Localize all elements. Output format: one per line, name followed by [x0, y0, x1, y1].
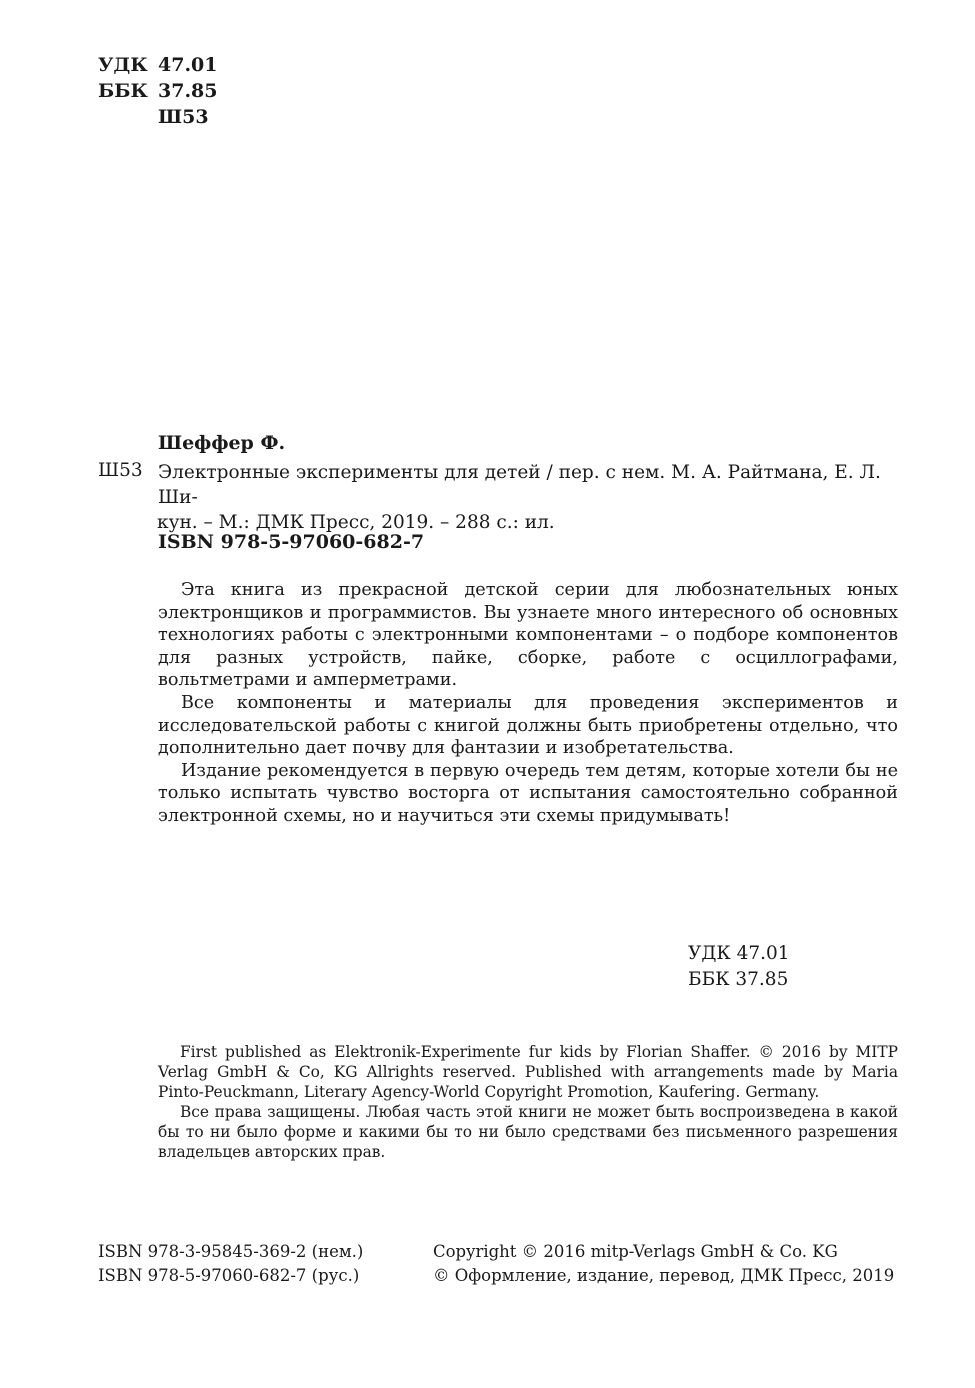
- udk-value: 47.01: [158, 54, 218, 76]
- bbk-label: ББК: [98, 80, 148, 102]
- author-mark-top: Ш53: [158, 106, 209, 128]
- author-name: Шеффер Ф.: [158, 432, 286, 454]
- author-mark: Ш53: [98, 460, 143, 481]
- legal-notice: [158, 1042, 898, 1162]
- bbk-bottom: ББК 37.85: [688, 969, 789, 990]
- annotation-paragraph: Издание рекомендуется в первую очередь тем детям, которые хотели бы не только испытать чувство восторга от испытания самостоятельно собранной электронной схемы, но и научиться эти схемы придумывать!: [158, 760, 898, 826]
- legal-paragraph: Все права защищены. Любая часть этой книги не может быть воспроизведена в какой бы то ни было форме и какими бы то ни было средствами без письменного разрешения владельцев авторских прав.: [158, 1103, 898, 1161]
- bbk-value: 37.85: [158, 80, 218, 102]
- annotation-paragraph: Эта книга из прекрасной детской серии для любознательных юных электронщиков и программистов. Вы узнаете много интересного об основных технологиях работы с электронными компонентами – о подборе компонентов для разных устройств, пайке, сборке, работе с осциллографами, вольтметрами и амперметрами.: [158, 580, 898, 691]
- isbn-german: ISBN 978-3-95845-369-2 (нем.): [98, 1242, 364, 1261]
- isbn-russian: ISBN 978-5-97060-682-7 (рус.): [98, 1266, 360, 1285]
- bib-line-2: кун. – М.: ДМК Пресс, 2019. – 288 с.: ил.: [157, 512, 555, 533]
- bib-line-1: Электронные эксперименты для детей / пер. с нем. М. А. Райтмана, Е. Л. Ши-: [158, 462, 881, 508]
- legal-paragraph: First published as Elektronik-Experimente fur kids by Florian Shaffer. © 2016 by MITP Verlag GmbH & Co, KG Allrights reserved. Published with arrangements made by Maria Pinto-Peuckmann, Literary Agency-World Copyright Promotion, Kaufering. Germany.: [158, 1043, 898, 1101]
- classification-codes-bottom: [688, 941, 790, 993]
- annotation: [158, 579, 898, 828]
- copyright-block: [433, 1240, 894, 1288]
- copyright-original: Copyright © 2016 mitp-Verlags GmbH & Co. KG: [433, 1242, 838, 1261]
- udk-bottom: УДК 47.01: [688, 943, 790, 964]
- isbn-main: ISBN 978-5-97060-682-7: [158, 531, 425, 553]
- classification-codes: [98, 52, 218, 130]
- copyright-edition: © Оформление, издание, перевод, ДМК Пресс, 2019: [433, 1266, 895, 1285]
- bibliographic-description: [158, 460, 898, 535]
- udk-label: УДК: [98, 54, 148, 76]
- isbn-list: [98, 1240, 363, 1288]
- annotation-paragraph: Все компоненты и материалы для проведения экспериментов и исследовательской работы с книгой должны быть приобретены отдельно, что дополнительно дает почву для фантазии и изобретательства.: [158, 692, 898, 759]
